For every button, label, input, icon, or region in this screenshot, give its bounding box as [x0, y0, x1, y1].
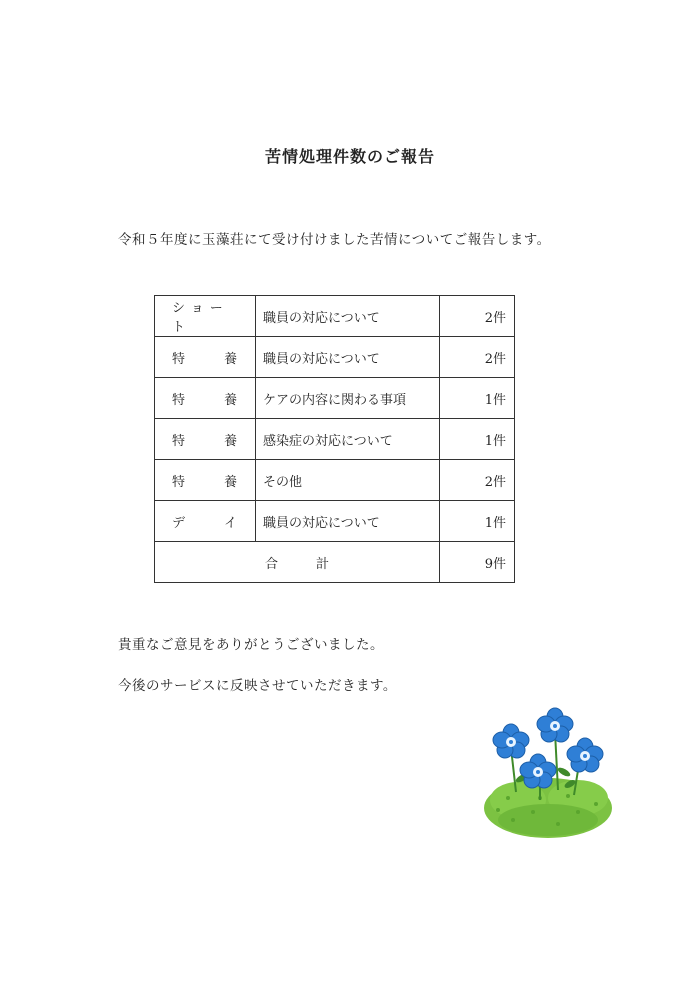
description-cell: 職員の対応について: [256, 337, 440, 378]
description-cell: その他: [256, 460, 440, 501]
description-cell: 職員の対応について: [256, 296, 440, 337]
category-cell: [155, 460, 256, 501]
description-cell: 感染症の対応について: [256, 419, 440, 460]
flower: [567, 738, 603, 772]
table-row: [155, 337, 515, 378]
count-cell: 1件: [440, 419, 515, 460]
flower: [493, 724, 529, 758]
category-char: 特: [172, 474, 186, 490]
table-row: [155, 501, 515, 542]
category-char: 養: [223, 433, 237, 449]
blue-flowers-illustration: [478, 700, 618, 845]
table-row: [155, 378, 515, 419]
count-cell: 2件: [440, 460, 515, 501]
category-char: 養: [223, 351, 237, 367]
intro-text: 令和５年度に玉藻荘にて受け付けました苦情についてご報告します。: [118, 232, 551, 248]
table-row: [155, 296, 515, 337]
category-char: デ: [172, 515, 186, 531]
count-cell: 1件: [440, 378, 515, 419]
category-char: 養: [223, 392, 237, 408]
total-char: 合: [265, 556, 279, 572]
flower: [537, 708, 573, 742]
total-row: [155, 542, 515, 583]
count-cell: 1件: [440, 501, 515, 542]
category-cell: [155, 501, 256, 542]
count-cell: 2件: [440, 337, 515, 378]
category-cell: [155, 337, 256, 378]
description-cell: ケアの内容に関わる事項: [256, 378, 440, 419]
category-cell: [155, 296, 256, 337]
total-count-cell: 9件: [440, 542, 515, 583]
category-char: イ: [223, 515, 237, 531]
category-label: ショート: [172, 301, 229, 335]
category-char: 養: [223, 474, 237, 490]
table-row: [155, 419, 515, 460]
category-char: 特: [172, 351, 186, 367]
total-char: 計: [315, 556, 329, 572]
flower: [520, 754, 556, 788]
count-cell: 2件: [440, 296, 515, 337]
category-char: 特: [172, 392, 186, 408]
category-cell: [155, 378, 256, 419]
total-label-cell: [155, 542, 440, 583]
category-cell: [155, 419, 256, 460]
page-title: 苦情処理件数のご報告: [264, 147, 435, 166]
complaints-table: [154, 295, 515, 583]
closing-note: 今後のサービスに反映させていただきます。: [118, 678, 397, 694]
closing-thanks: 貴重なご意見をありがとうございました。: [118, 637, 384, 653]
category-char: 特: [172, 433, 186, 449]
description-cell: 職員の対応について: [256, 501, 440, 542]
table-row: [155, 460, 515, 501]
